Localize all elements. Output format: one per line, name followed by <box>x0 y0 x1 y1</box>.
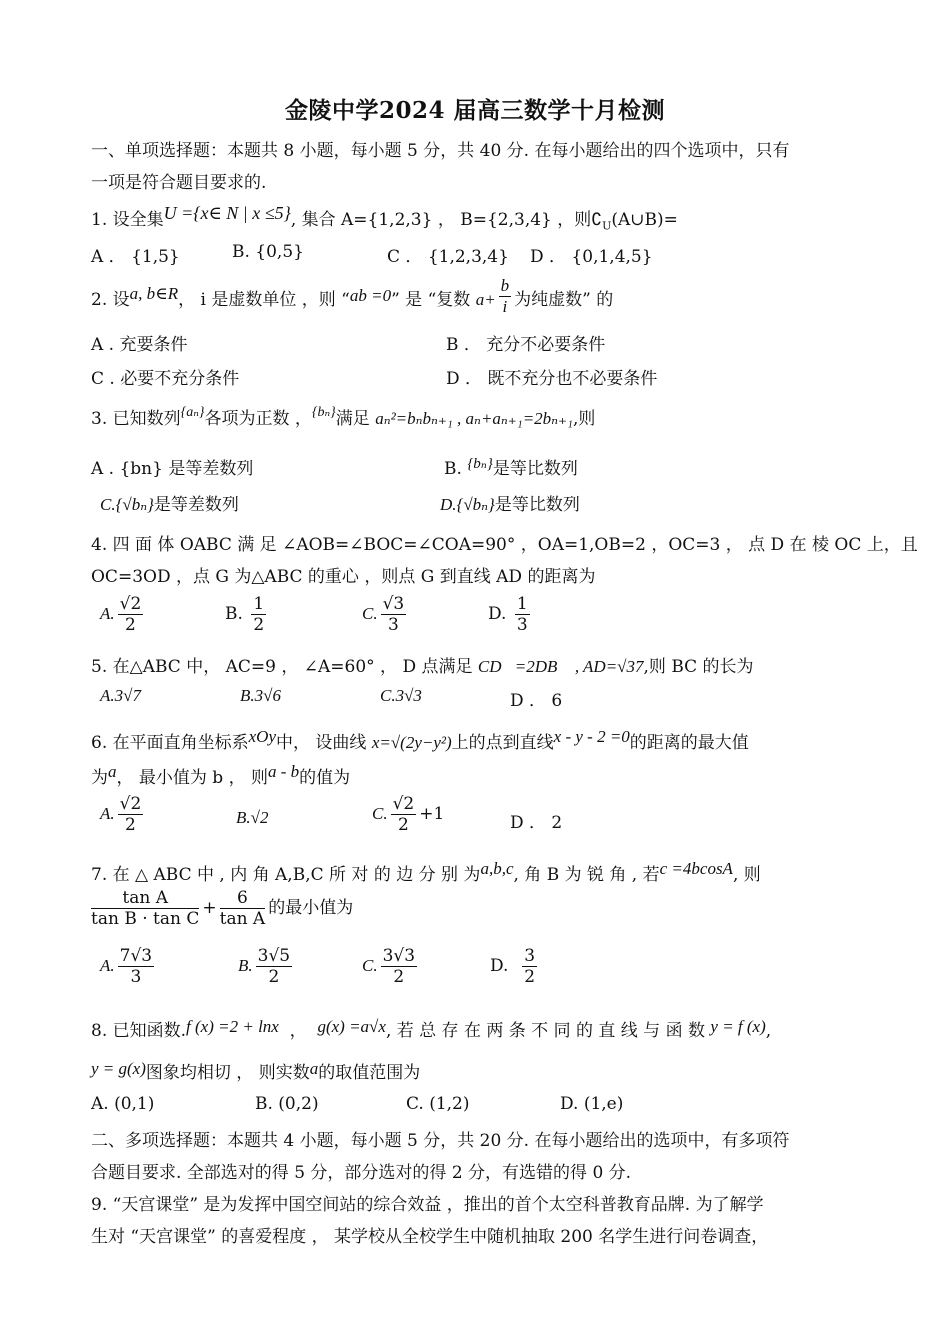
section2-intro-line2: 合题目要求. 全部选对的得 5 分，部分选对的得 2 分，有选错的得 0 分. <box>91 1163 632 1183</box>
question-3-option-a: A . {bn} 是等差数列 <box>91 459 254 479</box>
page-title: 金陵中学2024 届高三数学十月检测 <box>284 97 666 124</box>
question-5-option-b: B.3√6 <box>240 686 281 705</box>
question-3-stem: 3. 已知数列$^{\{a_n\}}$各项为正数 ，$^{\{b_n\}}$满足 aₙ²=bₙbₙ₊₁ , aₙ+aₙ₊₁=2bₙ₊₁,则 <box>91 405 596 429</box>
question-6-option-a: A. $\frac{√2}{2}$ <box>100 794 142 835</box>
question-7-option-b: B. $\frac{3√5}{2}$ <box>238 946 291 987</box>
question-4-option-c: C. $\frac{√3}{3}$ <box>362 594 405 635</box>
question-8-option-a: A. (0,1) <box>91 1094 155 1114</box>
section2-intro-line1: 二、多项选择题：本题共 4 小题，每小题 5 分，共 20 分. 在每小题给出的选项中，有多项符 <box>91 1131 790 1151</box>
question-6-line1: 6. 在平面直角坐标系xOy中， 设曲线 x=√(2y−y²)上的点到直线x - y - 2 =0的距离的最大值 <box>91 727 749 753</box>
question-7-option-d: D. $\frac{3}{2}$ <box>490 946 536 987</box>
question-4-line1: 4. 四 面 体 OABC 满 足 ∠AOB=∠BOC=∠COA=90° ，OA=1,OB=2 ，OC=3 ， 点 D 在 棱 OC 上，且 <box>91 535 918 555</box>
question-5-option-c: C.3√3 <box>380 686 422 705</box>
section1-intro-line2: 一项是符合题目要求的. <box>91 173 267 193</box>
question-6-option-b: B.√2 <box>236 808 269 827</box>
question-9-line1: 9. “天宫课堂” 是为发挥中国空间站的综合效益 ，推出的首个太空科普教育品牌. 为了解学 <box>91 1195 764 1215</box>
question-2-option-a: A . 充要条件 <box>91 335 188 355</box>
question-7-option-a: A. $\frac{7√3}{3}$ <box>100 946 153 987</box>
question-6-option-c: C. $\frac{√2}{2}$ +1 <box>372 794 445 835</box>
question-8-option-d: D. (1,e) <box>560 1094 624 1114</box>
set-u: U ={x∈ N | x ≤5} <box>163 203 291 223</box>
question-7-option-c: C. $\frac{3√3}{2}$ <box>362 946 416 987</box>
question-5-option-d: D ． 6 <box>510 691 563 711</box>
question-2-option-c: C . 必要不充分条件 <box>91 369 240 389</box>
question-2-option-d: D ． 既不充分也不必要条件 <box>446 369 658 389</box>
question-4-line2: OC=3OD ，点 G 为△ABC 的重心 ，则点 G 到直线 AD 的距离为 <box>91 567 596 587</box>
question-3-option-b: B. {bₙ}是等比数列 <box>444 456 578 479</box>
question-7-line1: 7. 在 △ ABC 中 , 内 角 A,B,C 所 对 的 边 分 别 为a,b,c, 角 B 为 锐 角 , 若c =4bcosA, 则 <box>91 859 761 885</box>
question-5-option-a: A.3√7 <box>100 686 141 705</box>
question-4-option-a: A. $\frac{√2}{2}$ <box>100 594 142 635</box>
question-1-option-b: B. {0,5} <box>232 242 304 262</box>
question-3-option-c: C.{√bₙ}是等差数列 <box>100 495 239 515</box>
question-6-option-d: D ． 2 <box>510 813 563 833</box>
question-2-option-b: B ． 充分不必要条件 <box>446 335 606 355</box>
question-1-stem: 1. 设全集U ={x∈ N | x ≤5}, 集合 A={1,2,3} ， B={2,3,4} ，则$∁_U(A\cup B)=$ <box>91 203 678 233</box>
question-2-stem: 2. 设a, b∈R， i 是虚数单位 ，则 “ab =0” 是 “复数 a+ $\frac{b}{i}$ 为纯虚数” 的 <box>91 276 614 316</box>
question-8-line1: 8. 已知函数.f (x) =2 + lnx ， g(x) =a√x, 若 总 存 在 两 条 不 同 的 直 线 与 函 数 y = f (x), <box>91 1017 772 1041</box>
question-9-line2: 生对 “天宫课堂” 的喜爱程度 ， 某学校从全校学生中随机抽取 200 名学生进行问卷调查， <box>91 1227 769 1247</box>
question-4-option-d: D. $\frac{1}{3}$ <box>488 594 528 635</box>
question-1-option-a: A ． {1,5} <box>91 247 180 267</box>
question-5-stem: 5. 在△ABC 中， AC=9 ， ∠A=60° ， D 点满足 CD⃗=2DB⃗ , AD=√37,则 BC 的长为 <box>91 657 754 677</box>
question-6-line2: 为a， 最小值为 b ， 则a - b的值为 <box>91 762 351 788</box>
section1-intro-line1: 一、单项选择题：本题共 8 小题，每小题 5 分，共 40 分. 在每小题给出的四个选项中，只有 <box>91 141 790 161</box>
question-8-option-b: B. (0,2) <box>255 1094 319 1114</box>
question-7-line2: $\frac{\text{tan A}}{\text{tan B · tan C}}$ + $\frac{6}{\text{tan A}}$ 的最小值为 <box>91 888 354 929</box>
question-3-option-d: D.{√bₙ}是等比数列 <box>440 495 580 515</box>
question-4-option-b: B. $\frac{1}{2}$ <box>225 594 265 635</box>
question-8-line2: y = g(x)图象均相切 ， 则实数a的取值范围为 <box>91 1059 421 1083</box>
question-1-option-d: D ． {0,1,4,5} <box>530 247 653 267</box>
question-1-option-c: C ． {1,2,3,4} <box>387 247 509 267</box>
question-8-option-c: C. (1,2) <box>406 1094 470 1114</box>
